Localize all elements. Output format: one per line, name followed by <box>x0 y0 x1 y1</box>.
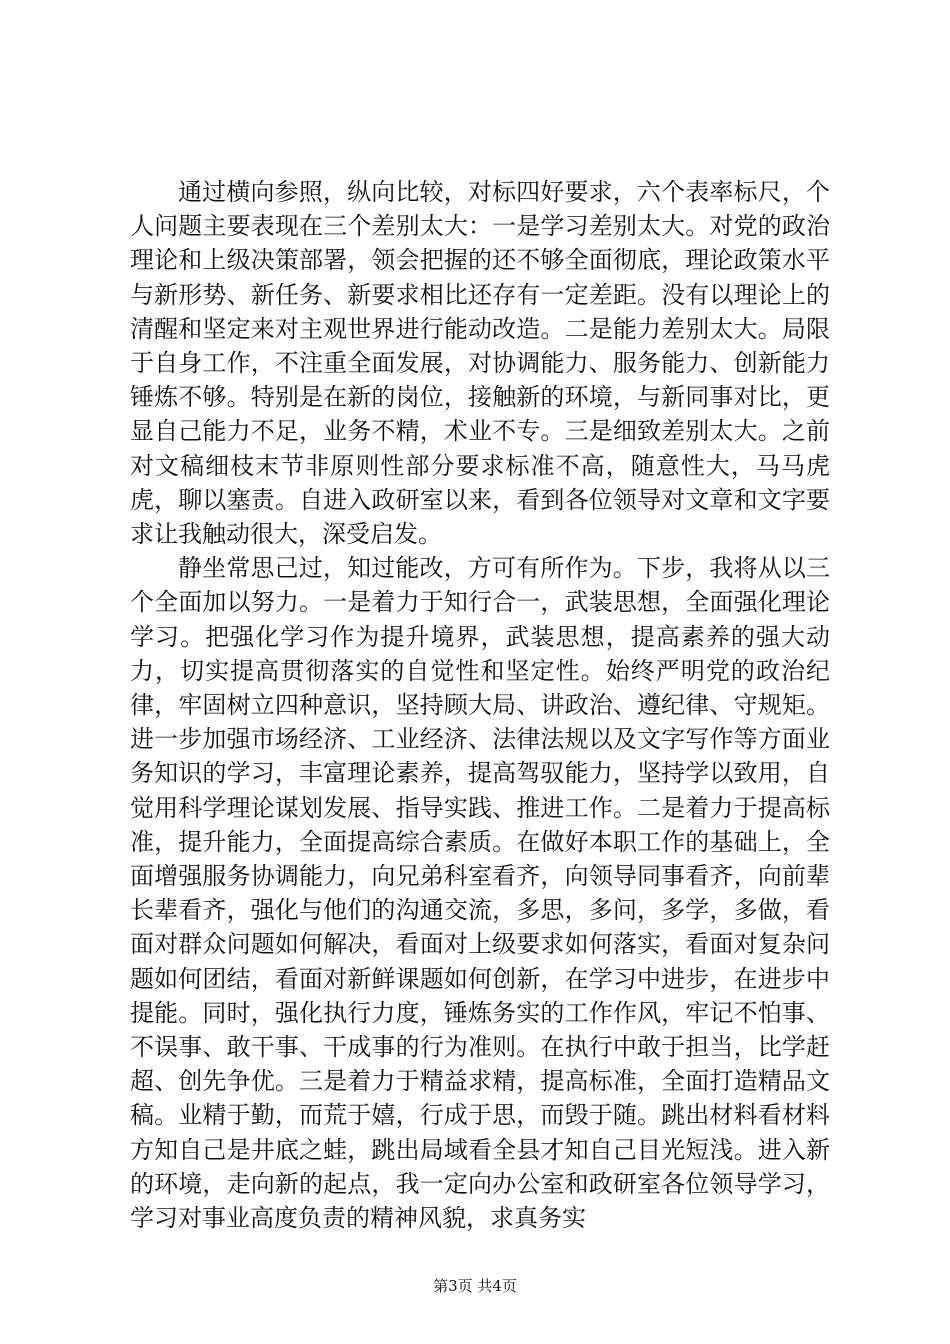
paragraph-2: 静坐常思己过，知过能改，方可有所作为。下步，我将从以三个全面加以努力。一是着力于知行合一，武装思想，全面强化理论学习。把强化学习作为提升境界，武装思想，提高素养的强大动力，切实提高贯彻落实的自觉性和坚定性。始终严明党的政治纪律，牢固树立四种意识，坚持顾大局、讲政治、遵纪律、守规矩。进一步加强市场经济、工业经济、法律法规以及文字写作等方面业务知识的学习，丰富理论素养，提高驾驭能力，坚持学以致用，自觉用科学理论谋划发展、指导实践、推进工作。二是着力于提高标准，提升能力，全面提高综合素质。在做好本职工作的基础上，全面增强服务协调能力，向兄弟科室看齐，向领导同事看齐，向前辈长辈看齐，强化与他们的沟通交流，多思，多问，多学，多做，看面对群众问题如何解决，看面对上级要求如何落实，看面对复杂问题如何团结，看面对新鲜课题如何创新，在学习中进步，在进步中提能。同时，强化执行力度，锤炼务实的工作作风，牢记不怕事、不误事、敢干事、干成事的行为准则。在执行中敢于担当，比学赶超、创先争优。三是着力于精益求精，提高标准，全面打造精品文稿。业精于勤，而荒于嬉，行成于思，而毁于随。跳出材料看材料方知自己是井底之蛙，跳出局域看全县才知自己目光短浅。进入新的环境，走向新的起点，我一定向办公室和政研室各位领导学习，学习对事业高度负责的精神风貌，求真务实 <box>130 554 830 1233</box>
page-number-footer: 第3页 共4页 <box>433 1277 517 1295</box>
paragraph-1: 通过横向参照，纵向比较，对标四好要求，六个表率标尺，个人问题主要表现在三个差别太大：一是学习差别太大。对党的政治理论和上级决策部署，领会把握的还不够全面彻底，理论政策水平与新形势、新任务、新要求相比还存有一定差距。没有以理论上的清醒和坚定来对主观世界进行能动改造。二是能力差别太大。局限于自身工作，不注重全面发展，对协调能力、服务能力、创新能力锤炼不够。特别是在新的岗位，接触新的环境，与新同事对比，更显自己能力不足，业务不精，术业不专。三是细致差别太大。之前对文稿细枝末节非原则性部分要求标准不高，随意性大，马马虎虎，聊以塞责。自进入政研室以来，看到各位领导对文章和文字要求让我触动很大，深受启发。 <box>130 178 830 549</box>
document-body <box>130 175 830 1235</box>
